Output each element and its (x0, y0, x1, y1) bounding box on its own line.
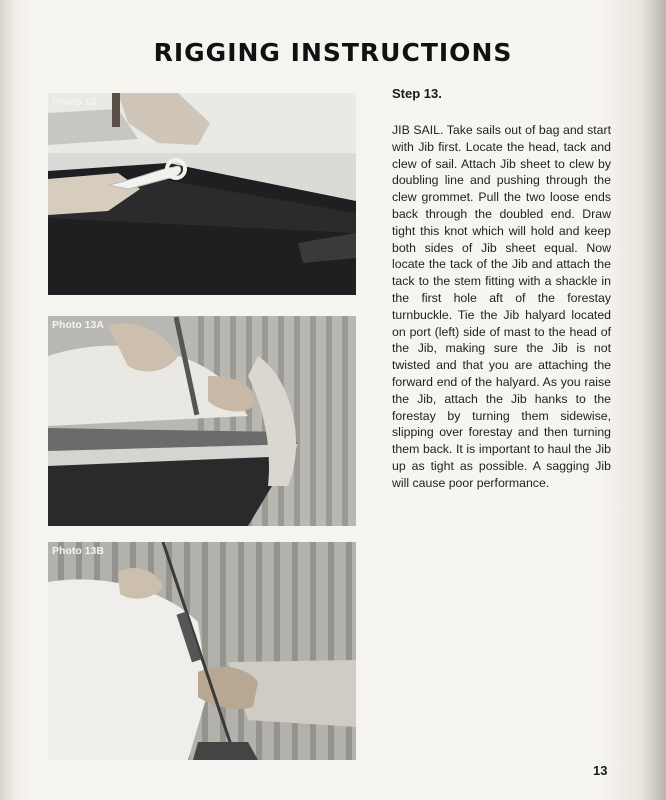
hands-tying-knot-photo (48, 93, 356, 295)
page-title: RIGGING INSTRUCTIONS (153, 38, 513, 67)
instruction-text: JIB SAIL. Take sails out of bag and start with Jib first. Locate the head, tack and clew of sail. Attach Jib sheet to clew by doubling line and pushing through the clew grommet. Pull the two loose ends back through the doubled end. Draw tight this knot which will hold and keep both sides of Jib sheet equal. Now locate the tack of the Jib and attach the tack to the stem fitting with a shackle in the first hole aft of the forestay turnbuckle. Tie the Jib halyard located on port (left) side of mast to the head of the Jib, making sure the Jib is not twisted and that you are attaching the forward end of the halyard. As you raise the Jib, attach the Jib hanks to the forestay by turning them sidewise, slipping over forestay and then turning them back. It is important to haul the Jib up as tight as possible. A sagging Jib will cause poor performance. (392, 123, 611, 490)
step-heading: Step 13. (392, 86, 442, 101)
photo-13a (48, 316, 356, 526)
photo-label: Photo 13A (52, 319, 104, 331)
photo-13 (48, 93, 356, 295)
hand-on-forestay-photo (48, 542, 356, 760)
photo-label: Photo 13 (52, 96, 97, 108)
page-binding-edge (0, 0, 14, 800)
photo-13b (48, 542, 356, 760)
page-number: 13 (593, 763, 608, 778)
hands-attaching-shackle-photo (48, 316, 356, 526)
photo-label: Photo 13B (52, 545, 104, 557)
